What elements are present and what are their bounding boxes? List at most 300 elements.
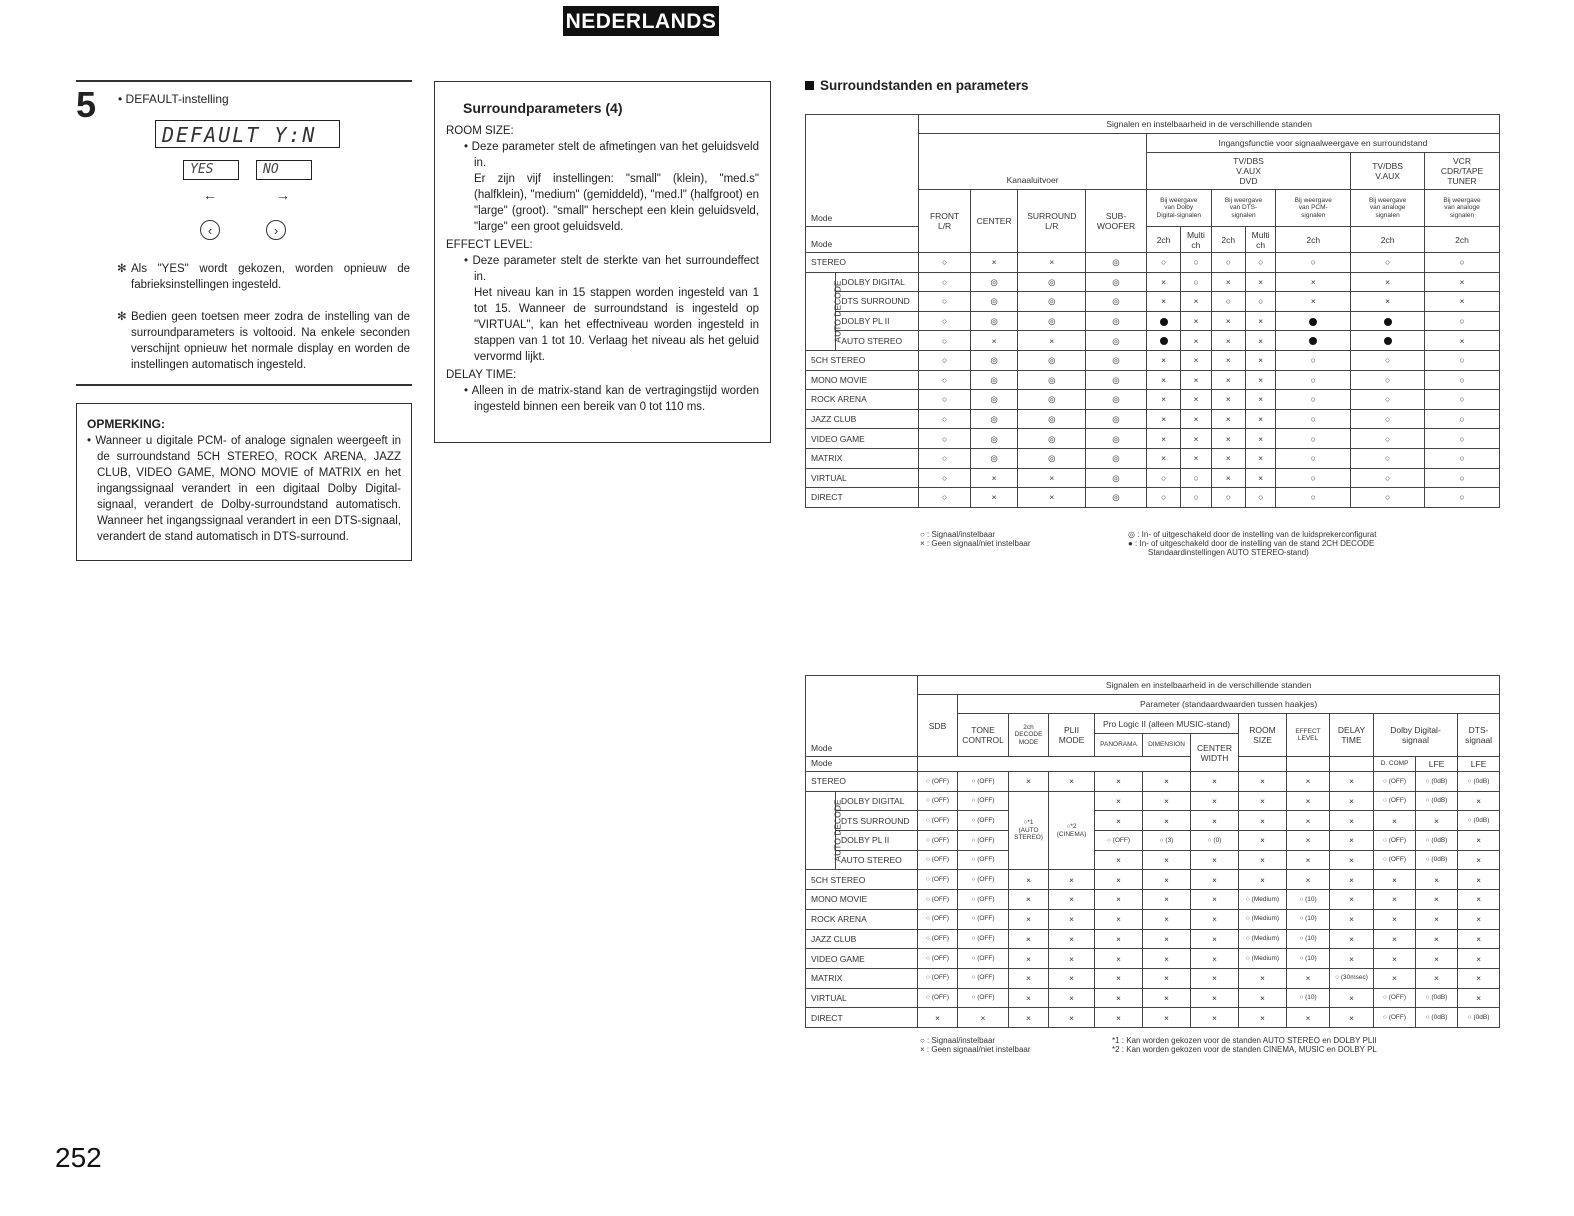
surround-parameters-box (434, 81, 771, 443)
table-cell: × (1330, 831, 1374, 851)
ingang-header: Ingangsfunctie voor signaalweergave en surroundstand (1146, 134, 1499, 153)
table-cell: ○ (OFF) (958, 850, 1009, 870)
footnote-1: *1 : Kan worden gekozen voor de standen AUTO STEREO en DOLBY PLII (1112, 1036, 1377, 1045)
tv-dvd-header: TV/DBS V.AUX DVD (1146, 153, 1350, 190)
mode-name: JAZZ CLUB (806, 929, 918, 949)
table-cell: × (1143, 1008, 1191, 1028)
table-cell: × (1211, 370, 1245, 390)
table1-legend-right (1128, 530, 1376, 557)
pcm-signal-header: Bij weergave van PCM- signalen (1276, 190, 1351, 227)
table-cell: × (1211, 272, 1245, 292)
table-cell: × (1330, 890, 1374, 910)
table-cell: × (1181, 311, 1211, 331)
table-cell: × (1330, 1008, 1374, 1028)
table-cell: ○ (1276, 488, 1351, 508)
table-cell: × (1287, 831, 1330, 851)
table-cell: ○ (919, 390, 971, 410)
table-cell: × (1416, 870, 1458, 890)
footnote-2: *2 : Kan worden gekozen voor de standen CINEMA, MUSIC en DOLBY PL (1112, 1045, 1377, 1054)
bottom-rule (76, 384, 412, 386)
table-cell: ○ (10) (1287, 949, 1330, 969)
table-cell: ○ (OFF) (958, 929, 1009, 949)
table-cell: ◎ (1086, 429, 1147, 449)
table-row (806, 429, 1500, 449)
table-cell: × (1287, 850, 1330, 870)
table-cell: × (1211, 448, 1245, 468)
table-row (806, 390, 1500, 410)
delay-time-label: DELAY TIME: (446, 369, 517, 381)
table-cell (1146, 311, 1180, 331)
table-cell: ◎ (970, 370, 1018, 390)
table-cell: × (1416, 811, 1458, 831)
table-cell: ○ (1181, 468, 1211, 488)
table-row (806, 772, 1500, 792)
table-row (806, 929, 1500, 949)
table-cell: × (1009, 909, 1049, 929)
table-cell: ○ (Medium) (1239, 929, 1287, 949)
table-cell: × (1330, 772, 1374, 792)
table-cell: × (1143, 870, 1191, 890)
auto-decode-label (806, 791, 843, 870)
table-cell: ◎ (1086, 488, 1147, 508)
table-cell: × (1458, 850, 1500, 870)
lfe-dts-header: LFE (1458, 757, 1500, 772)
table-cell: ○ (919, 448, 971, 468)
table-cell: ○ (1351, 468, 1425, 488)
table-row (806, 370, 1500, 390)
table-cell: ◎ (970, 292, 1018, 312)
legend-dot: ● : In- of uitgeschakeld door de instelling van de stand 2CH DECODE (1128, 539, 1375, 548)
table-cell: × (1143, 949, 1191, 969)
table-row (806, 331, 1500, 351)
table-cell: ○ (1351, 429, 1425, 449)
table-cell: ○ (OFF) (958, 968, 1009, 988)
table-cell: ○ (919, 311, 971, 331)
table-cell: ○ (0) (1191, 831, 1239, 851)
table-cell: × (1009, 890, 1049, 910)
table-cell: × (1287, 968, 1330, 988)
filled-dot-icon (1384, 318, 1392, 326)
table-cell: ○ (OFF) (958, 909, 1009, 929)
table-cell: ○ (OFF) (918, 949, 958, 969)
tv-aux-header: TV/DBS V.AUX (1351, 153, 1425, 190)
table-cell: ○ (10) (1287, 988, 1330, 1008)
table-cell: ◎ (1018, 409, 1086, 429)
table-cell: ◎ (1086, 292, 1147, 312)
mode-name: DOLBY PL II (836, 311, 919, 331)
table-cell: ○ (1425, 468, 1500, 488)
table-cell: × (1181, 370, 1211, 390)
table-cell: ○ (1425, 253, 1500, 273)
effect-level-bullet: • Deze parameter stelt de sterkte van het surroundeffect in. (464, 255, 759, 283)
mode-name: DIRECT (806, 488, 919, 508)
table-cell: × (1009, 870, 1049, 890)
table-cell: × (1181, 331, 1211, 351)
table-row (806, 350, 1500, 370)
table-cell: × (1146, 272, 1180, 292)
asterisk-icon: ✻ (117, 263, 127, 275)
table-cell: ◎ (1018, 350, 1086, 370)
dts-header: DTS- signaal (1458, 714, 1500, 757)
table-cell: ○ (919, 488, 971, 508)
table-row (806, 791, 1500, 811)
table-cell: ○ (1276, 390, 1351, 410)
table-cell: × (1049, 968, 1095, 988)
multi-header: Multi ch (1245, 227, 1275, 253)
note-yes-text: Als "YES" wordt gekozen, worden opnieuw de fabrieksinstellingen ingesteld. (131, 263, 410, 291)
table-cell: × (1239, 870, 1287, 890)
2ch-decode-merged: ○*1 (AUTO STEREO) (1009, 791, 1049, 870)
table-cell: ◎ (970, 409, 1018, 429)
table-cell: ○ (1245, 292, 1275, 312)
mode-header: Mode (806, 676, 918, 757)
table-cell: × (1191, 791, 1239, 811)
table-cell: ○ (919, 409, 971, 429)
mode-name: DOLBY DIGITAL (836, 272, 919, 292)
table-cell: ◎ (1018, 429, 1086, 449)
table-cell: ○ (0dB) (1458, 811, 1500, 831)
table-cell: × (1095, 949, 1143, 969)
table-cell: × (1416, 929, 1458, 949)
table-cell: × (1018, 331, 1086, 351)
table-cell: × (1416, 890, 1458, 910)
table-cell: × (1095, 988, 1143, 1008)
table-cell: ○ (0dB) (1416, 772, 1458, 792)
auto-decode-text: AUTO DECODE (832, 280, 843, 343)
arrow-left-icon: ← (203, 187, 217, 203)
table-cell: × (1146, 448, 1180, 468)
mode-name: AUTO STEREO (836, 331, 919, 351)
mode-label: Mode (806, 757, 918, 772)
table1-legend-left (920, 530, 1031, 548)
subwoofer-header: SUB- WOOFER (1086, 190, 1147, 253)
table-cell: × (1049, 772, 1095, 792)
table-cell: ○ (1351, 488, 1425, 508)
table-cell: ○ (919, 272, 971, 292)
table-cell: ○ (30msec) (1330, 968, 1374, 988)
mode-name: VIRTUAL (806, 468, 919, 488)
table-cell: ◎ (1086, 370, 1147, 390)
table-cell: × (1181, 448, 1211, 468)
table-cell: ○ (OFF) (918, 811, 958, 831)
mode-name: JAZZ CLUB (806, 409, 919, 429)
signals-header: Signalen en instelbaarheid in de verschillende standen (919, 115, 1500, 134)
table-cell: ○ (0dB) (1416, 791, 1458, 811)
mode-name: DTS SURROUND (836, 811, 918, 831)
table-cell: × (1211, 409, 1245, 429)
table-cell: × (1245, 390, 1275, 410)
mode-name: MONO MOVIE (806, 370, 919, 390)
table-cell: × (1181, 292, 1211, 312)
table-cell: × (1181, 390, 1211, 410)
table-cell: ○ (1351, 370, 1425, 390)
table-cell: ○ (OFF) (958, 890, 1009, 910)
front-header: FRONT L/R (919, 190, 971, 253)
table-cell: × (970, 488, 1018, 508)
table-cell: × (1009, 772, 1049, 792)
table-cell: ◎ (1018, 292, 1086, 312)
table-cell: × (1374, 949, 1416, 969)
table-cell: ○ (1146, 253, 1180, 273)
table-cell: ◎ (1086, 253, 1147, 273)
table-cell: ○ (1425, 311, 1500, 331)
mode-name: VIRTUAL (806, 988, 918, 1008)
table-cell: × (1245, 311, 1275, 331)
table-cell: × (1416, 968, 1458, 988)
table-cell: ○ (OFF) (918, 831, 958, 851)
table-cell: ○ (0dB) (1416, 831, 1458, 851)
table-cell: ○ (0dB) (1458, 772, 1500, 792)
table-cell: × (1143, 929, 1191, 949)
tone-control-header: TONE CONTROL (958, 714, 1009, 757)
lcd-display: DEFAULT Y:N (155, 120, 340, 148)
legend-double-circle: ◎ : In- of uitgeschakeld door de instelling van de luidsprekerconfigurat (1128, 530, 1377, 539)
dcomp-header: D. COMP (1374, 757, 1416, 772)
table-cell: ○ (919, 429, 971, 449)
table-row (806, 811, 1500, 831)
table-cell: ○ (OFF) (1374, 988, 1416, 1008)
table-cell: × (1095, 890, 1143, 910)
table-cell: ◎ (1018, 370, 1086, 390)
table-cell: × (1458, 949, 1500, 969)
table-cell: × (1330, 988, 1374, 1008)
table-cell: ◎ (970, 272, 1018, 292)
room-size-bullet: • Deze parameter stelt de afmetingen van het geluidsveld in. (464, 141, 759, 169)
parameters-table (805, 675, 1500, 1028)
table-cell: × (1009, 988, 1049, 1008)
table-cell: ○ (919, 350, 971, 370)
2ch-header: 2ch (1425, 227, 1500, 253)
2ch-header: 2ch (1211, 227, 1245, 253)
table-cell: ○ (0dB) (1416, 850, 1458, 870)
table-cell: × (1330, 929, 1374, 949)
table-cell: × (1458, 968, 1500, 988)
table-cell: ○ (1425, 429, 1500, 449)
table-cell: × (1374, 811, 1416, 831)
table-cell: × (1095, 1008, 1143, 1028)
table-cell: ○ (1425, 390, 1500, 410)
dimension-header: DIMENSION (1143, 734, 1191, 757)
section-title (805, 78, 1029, 93)
legend-circle: ○ : Signaal/instelbaar (920, 530, 996, 539)
table-cell: × (1287, 791, 1330, 811)
legend-cross: × : Geen signaal/niet instelbaar (920, 539, 1031, 548)
table-cell: × (1009, 1008, 1049, 1028)
table-cell: ◎ (970, 311, 1018, 331)
table-cell: ○ (OFF) (958, 949, 1009, 969)
table-cell: ○ (919, 468, 971, 488)
table-cell: ○ (1146, 488, 1180, 508)
mode-name: MATRIX (806, 968, 918, 988)
table-cell: ○ (OFF) (1374, 791, 1416, 811)
table-cell: ○ (OFF) (1374, 831, 1416, 851)
kanaaluitvoer-header: Kanaaluitvoer (919, 134, 1147, 190)
table-cell: × (1181, 429, 1211, 449)
table-cell: × (1146, 429, 1180, 449)
opmerking-title: OPMERKING: (87, 417, 165, 431)
table-cell: × (1458, 988, 1500, 1008)
room-size-text: Er zijn vijf instellingen: "small" (klein), "med.s" (halfklein), "medium" (gemiddeld), "med.l" (halfgroot) en "large" (groot). "small" herschept een klein geluidsveld, "large" een groot geluidsveld. (474, 173, 759, 233)
mode-name: 5CH STEREO (806, 870, 918, 890)
delay-time-header: DELAY TIME (1330, 714, 1374, 757)
filled-dot-icon (1160, 318, 1168, 326)
table-cell: × (918, 1008, 958, 1028)
table-cell: × (1239, 968, 1287, 988)
2ch-decode-header: 2ch DECODE MODE (1009, 714, 1049, 757)
2ch-header: 2ch (1276, 227, 1351, 253)
square-bullet-icon (805, 81, 814, 90)
section-title-text: Surroundstanden en parameters (820, 78, 1029, 93)
table-cell: ○ (1276, 448, 1351, 468)
analog-signal-header-2: Bij weergave van analoge signalen (1425, 190, 1500, 227)
table-cell: × (1425, 272, 1500, 292)
table-cell: × (1146, 390, 1180, 410)
table-cell: × (1211, 331, 1245, 351)
table-cell: × (1351, 292, 1425, 312)
table-cell: × (1143, 968, 1191, 988)
table-cell: × (1143, 988, 1191, 1008)
table-cell: × (1330, 909, 1374, 929)
table-cell: × (1287, 1008, 1330, 1028)
table-cell: × (1049, 909, 1095, 929)
table-cell: ○ (OFF) (958, 988, 1009, 1008)
auto-decode-text: AUTO DECODE (832, 799, 843, 862)
table-cell: × (1239, 850, 1287, 870)
table-row (806, 850, 1500, 870)
table-row (806, 311, 1500, 331)
panorama-header: PANORAMA (1095, 734, 1143, 757)
table-cell: ○ (10) (1287, 909, 1330, 929)
parameter-header: Parameter (standaardwaarden tussen haakjes) (958, 695, 1500, 714)
table-cell: × (1245, 468, 1275, 488)
table-cell: × (1143, 811, 1191, 831)
signals-header: Signalen en instelbaarheid in de verschillende standen (918, 676, 1500, 695)
table-cell: × (1095, 909, 1143, 929)
table-row (806, 272, 1500, 292)
table-cell: × (1330, 949, 1374, 969)
table-cell: ○ (Medium) (1239, 890, 1287, 910)
mode-name: DTS SURROUND (836, 292, 919, 312)
table-cell: ○ (OFF) (958, 831, 1009, 851)
table-cell: ○ (OFF) (958, 811, 1009, 831)
table-cell: × (1191, 968, 1239, 988)
dolby-digital-header: Dolby Digital- signaal (1374, 714, 1458, 757)
table-cell: × (1239, 988, 1287, 1008)
mode-name: DOLBY DIGITAL (836, 791, 918, 811)
table-cell: × (1143, 890, 1191, 910)
table2-legend-right (1112, 1036, 1377, 1054)
table-cell: ○ (Medium) (1239, 949, 1287, 969)
table-cell: ◎ (1086, 468, 1147, 488)
2ch-header: 2ch (1146, 227, 1180, 253)
table-cell: × (1146, 350, 1180, 370)
table-cell: × (1458, 890, 1500, 910)
mode-name: DOLBY PL II (836, 831, 918, 851)
table-cell: × (1374, 870, 1416, 890)
auto-decode-label (806, 272, 843, 350)
table-cell: × (1239, 772, 1287, 792)
table-cell: × (1211, 390, 1245, 410)
table-cell: ○ (1181, 488, 1211, 508)
table-cell: × (1239, 791, 1287, 811)
table-cell: × (1143, 850, 1191, 870)
table-cell: × (1374, 890, 1416, 910)
surround-modes-table (805, 114, 1500, 508)
table-cell: ○ (1245, 488, 1275, 508)
table-cell: ○ (OFF) (958, 870, 1009, 890)
dts-signal-header: Bij weergave van DTS- signalen (1211, 190, 1276, 227)
effect-level-header: EFFECT LEVEL (1287, 714, 1330, 757)
table-cell: × (1191, 949, 1239, 969)
2ch-header: 2ch (1351, 227, 1425, 253)
table-cell: ○ (1425, 488, 1500, 508)
table-cell: × (1351, 272, 1425, 292)
asterisk-icon: ✻ (117, 311, 127, 323)
table-cell: × (1458, 791, 1500, 811)
vcr-header: VCR CDR/TAPE TUNER (1425, 153, 1500, 190)
table-cell: × (1049, 929, 1095, 949)
table-cell: × (1095, 929, 1143, 949)
table-cell: ◎ (1086, 390, 1147, 410)
table-cell: × (1191, 929, 1239, 949)
table-cell: × (1191, 870, 1239, 890)
table-cell: × (1181, 409, 1211, 429)
table-cell: × (1143, 772, 1191, 792)
table-cell: ○ (OFF) (918, 870, 958, 890)
table-cell: × (1245, 331, 1275, 351)
filled-dot-icon (1160, 337, 1168, 345)
table-cell: ○ (OFF) (1374, 850, 1416, 870)
table-cell: × (1245, 350, 1275, 370)
pl2-mode-header: PLII MODE (1049, 714, 1095, 757)
table-cell: ○ (0dB) (1458, 1008, 1500, 1028)
table-cell: × (1191, 1008, 1239, 1028)
mode-name: ROCK ARENA (806, 909, 918, 929)
center-header: CENTER (970, 190, 1018, 253)
table-row (806, 949, 1500, 969)
table-cell: ○ (1276, 253, 1351, 273)
table-cell: ○ (919, 370, 971, 390)
table-cell: × (1049, 1008, 1095, 1028)
table-cell: × (1049, 870, 1095, 890)
table-cell: ○ (OFF) (918, 890, 958, 910)
table-cell: ○ (OFF) (918, 909, 958, 929)
table-cell: × (1191, 909, 1239, 929)
effect-level-text: Het niveau kan in 15 stappen worden ingesteld van 1 tot 15. Wanneer de surroundstand is ingesteld op "VIRTUAL", kan het effectniveau worden ingesteld in stappen van 1 tot 10. Verlaag het niveau als het geluid vervormd lijkt. (474, 287, 759, 363)
table-cell: ○ (OFF) (1374, 772, 1416, 792)
table-cell: × (1191, 988, 1239, 1008)
table-cell: ◎ (1086, 350, 1147, 370)
filled-dot-icon (1309, 337, 1317, 345)
table-cell: × (1191, 890, 1239, 910)
table-row (806, 468, 1500, 488)
multi-header: Multi ch (1181, 227, 1211, 253)
filled-dot-icon (1384, 337, 1392, 345)
table-cell: × (1330, 870, 1374, 890)
table-cell: ○ (1351, 390, 1425, 410)
table-cell: × (1181, 350, 1211, 370)
table-cell: × (1374, 968, 1416, 988)
table-cell: ○ (OFF) (918, 988, 958, 1008)
table-cell: ○ (1425, 350, 1500, 370)
table-cell (1276, 311, 1351, 331)
table-cell: ◎ (1086, 311, 1147, 331)
table-cell: ○ (0dB) (1416, 988, 1458, 1008)
surround-parameters-title: Surroundparameters (4) (463, 100, 623, 116)
table-cell: ◎ (1018, 390, 1086, 410)
table-cell: × (1425, 331, 1500, 351)
table-cell: ○ (OFF) (958, 791, 1009, 811)
